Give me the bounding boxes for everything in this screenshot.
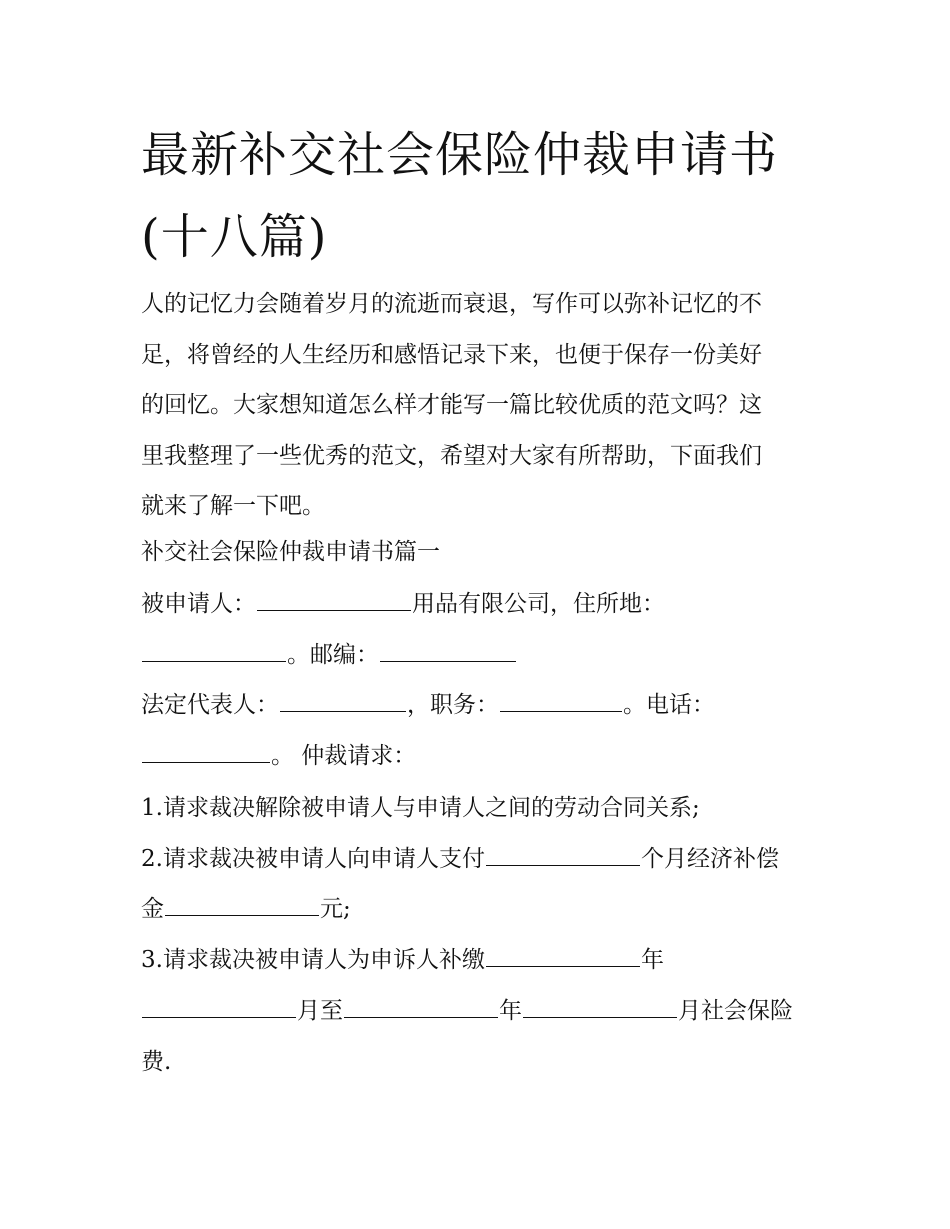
intro-paragraph	[141, 279, 821, 532]
blank-field	[142, 996, 296, 1018]
request-3-month-to: 月至	[297, 998, 343, 1024]
postcode-line	[141, 640, 517, 670]
request-2-suffix: 个月经济补偿	[640, 846, 779, 872]
respondent-suffix: 用品有限公司，住所地：	[412, 591, 665, 617]
blank-field	[165, 894, 319, 916]
phone-label: 。电话：	[623, 692, 715, 718]
blank-field	[486, 945, 640, 967]
position-label: ，职务：	[407, 692, 499, 718]
request-2	[141, 844, 779, 874]
blank-field	[380, 640, 516, 662]
blank-field	[344, 996, 498, 1018]
representative-label: 法定代表人：	[141, 692, 279, 718]
request-1	[141, 793, 700, 823]
arbitration-request-line	[141, 741, 416, 771]
intro-line: 人的记忆力会随着岁月的流逝而衰退，写作可以弥补记忆的不	[141, 291, 762, 317]
request-3-prefix: 3.请求裁决被申请人为申诉人补缴	[141, 947, 485, 973]
respondent-line	[141, 589, 665, 619]
blank-field	[280, 690, 406, 712]
request-1-text: 1.请求裁决解除被申请人与申请人之间的劳动合同关系;	[141, 795, 700, 821]
section-heading	[141, 537, 440, 567]
respondent-label: 被申请人：	[141, 591, 256, 617]
blank-field	[486, 844, 640, 866]
request-2-cont-prefix: 金	[141, 896, 164, 922]
request-3-end	[141, 1047, 171, 1077]
intro-line: 就来了解一下吧。	[141, 493, 325, 519]
request-3-end-text: 费.	[141, 1049, 172, 1075]
blank-field	[500, 690, 622, 712]
request-3-year: 年	[640, 947, 664, 973]
document-title	[141, 114, 821, 278]
blank-field	[142, 741, 270, 763]
request-2-cont-suffix: 元;	[320, 896, 351, 922]
blank-field	[257, 589, 411, 611]
request-2-continued	[141, 894, 351, 924]
representative-line	[141, 690, 715, 720]
title-line-1: 最新补交社会保险仲裁申请书	[141, 127, 779, 183]
blank-field	[142, 640, 286, 662]
request-3	[141, 945, 664, 975]
blank-field	[523, 996, 677, 1018]
request-3-year2: 年	[499, 998, 522, 1024]
postcode-label: 。邮编：	[287, 642, 379, 668]
intro-line: 足，将曾经的人生经历和感悟记录下来，也便于保存一份美好	[141, 341, 762, 368]
title-line-2: (十八篇)	[141, 209, 328, 265]
intro-line: 里我整理了一些优秀的范文，希望对大家有所帮助，下面我们	[141, 442, 762, 469]
request-2-prefix: 2.请求裁决被申请人向申请人支付	[141, 846, 485, 872]
arbitration-request-label: 。 仲裁请求：	[271, 743, 417, 769]
request-3-month-tail: 月社会保险	[678, 998, 793, 1024]
section-heading-text: 补交社会保险仲裁申请书篇一	[141, 539, 440, 565]
request-3-continued	[141, 996, 793, 1026]
intro-line: 的回忆。大家想知道怎么样才能写一篇比较优质的范文吗？这	[141, 392, 762, 418]
